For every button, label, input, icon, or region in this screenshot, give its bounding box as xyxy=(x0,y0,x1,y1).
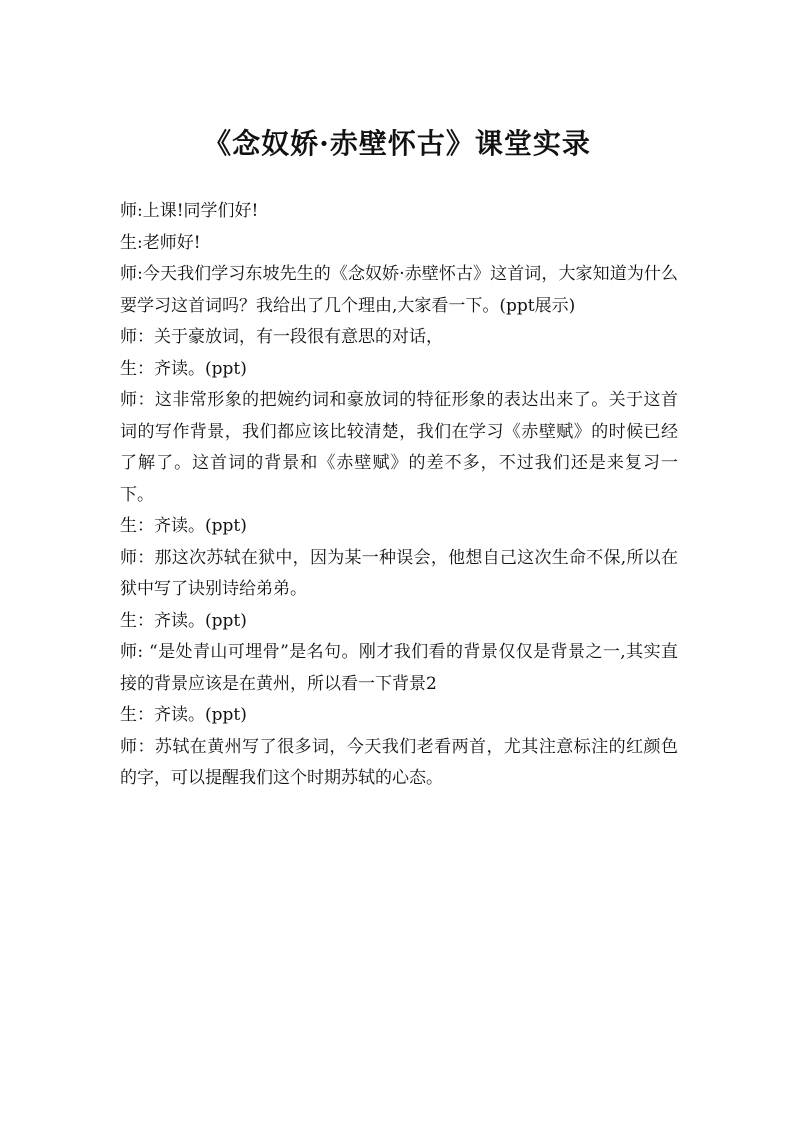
paragraph-3: 师:今天我们学习东坡先生的《念奴娇·赤壁怀古》这首词，大家知道为什么要学习这首词吗？我给出了几个理由,大家看一下。(ppt展示) xyxy=(120,264,678,316)
paragraph-5: 生：齐读。(ppt) xyxy=(120,358,247,379)
paragraph-12: 师：苏轼在黄州写了很多词，今天我们老看两首，尤其注意标注的红颜色的字，可以提醒我们这个时期苏轼的心态。 xyxy=(120,736,678,788)
paragraph-1: 师:上课!同学们好! xyxy=(120,201,259,221)
paragraph-4: 师：关于豪放词，有一段很有意思的对话， xyxy=(120,327,443,347)
paragraph-8: 师：那这次苏轼在狱中，因为某一种误会，他想自己这次生命不保,所以在狱中写了诀别诗给弟弟。 xyxy=(120,547,678,599)
paragraph-10: 师: “是处青山可埋骨”是名句。刚才我们看的背景仅仅是背景之一,其实直接的背景应该是在黄州，所以看一下背景2 xyxy=(120,642,678,694)
document-title: 《念奴娇·赤壁怀古》课堂实录 xyxy=(203,127,591,160)
paragraph-2: 生:老师好! xyxy=(120,232,201,253)
document-body xyxy=(120,196,678,795)
paragraph-9: 生：齐读。(ppt) xyxy=(120,610,247,631)
paragraph-7: 生：齐读。(ppt) xyxy=(120,516,247,536)
paragraph-11: 生：齐读。(ppt) xyxy=(120,705,247,725)
paragraph-6: 师：这非常形象的把婉约词和豪放词的特征形象的表达出来了。关于这首词的写作背景，我们都应该比较清楚，我们在学习《赤壁赋》的时候已经了解了。这首词的背景和《赤壁赋》的差不多，不过我们还是来复习一下。 xyxy=(120,390,678,505)
